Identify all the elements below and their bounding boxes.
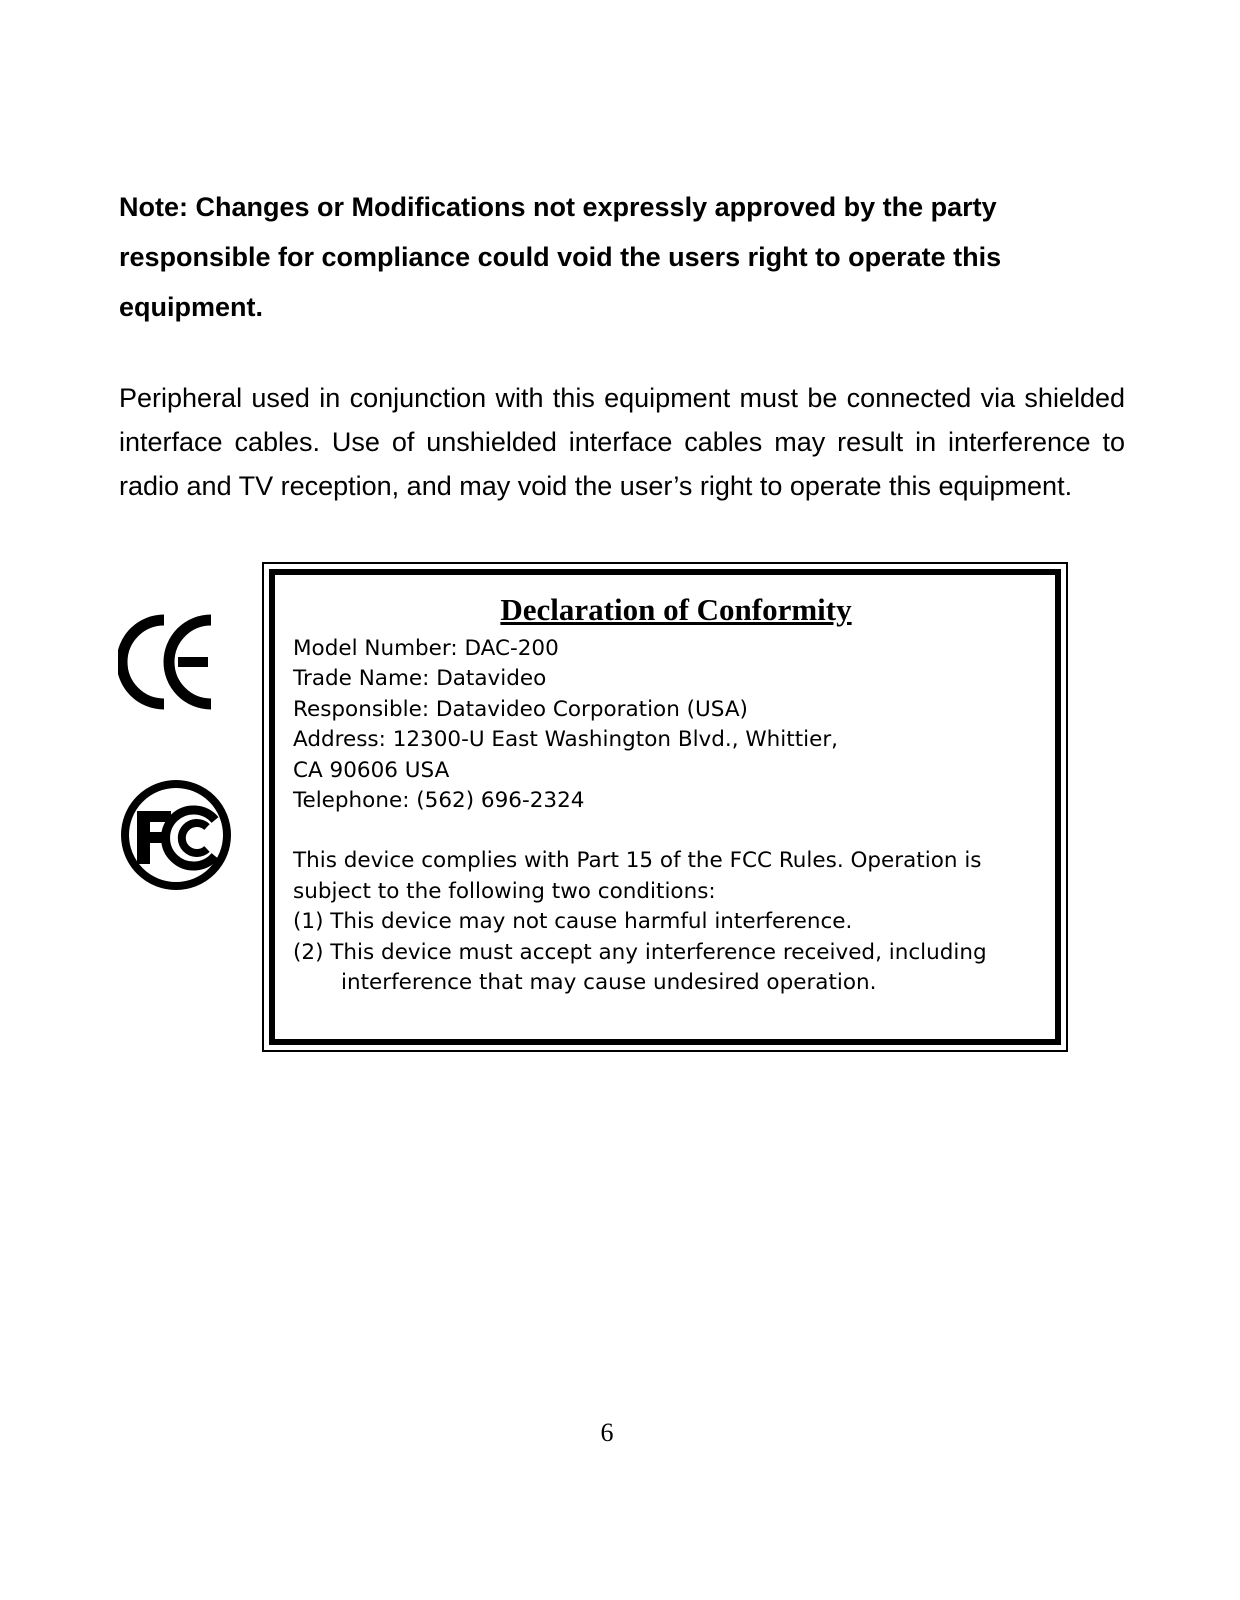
trade-name: Trade Name: Datavideo <box>293 666 547 692</box>
fcc-logo <box>119 778 233 892</box>
declaration-title: Declaration of Conformity <box>500 592 852 627</box>
compliance-line-1: This device complies with Part 15 of the FCC Rules. Operation is <box>293 848 982 874</box>
spacer <box>293 816 1053 846</box>
page-number: 6 <box>600 1418 614 1447</box>
condition-1: (1) This device may not cause harmful interference. <box>293 909 853 935</box>
telephone: Telephone: (562) 696-2324 <box>293 788 585 814</box>
responsible-party: Responsible: Datavideo Corporation (USA) <box>293 696 748 722</box>
address-line-1: Address: 12300-U East Washington Blvd., Whittier, <box>293 727 839 753</box>
ce-mark-logo <box>118 612 218 712</box>
declaration-title-wrap <box>276 590 1076 630</box>
condition-2-line-1: (2) This device must accept any interference received, including <box>293 939 987 965</box>
address-line-2: CA 90606 USA <box>293 757 450 783</box>
condition-2-line-2: interference that may cause undesired operation. <box>341 970 877 996</box>
model-number: Model Number: DAC-200 <box>293 636 559 661</box>
fcc-note: Note: Changes or Modifications not expressly approved by the party responsible for compliance could void the users right to operate this equipment. <box>119 192 1002 322</box>
declaration-body <box>293 634 1053 998</box>
peripheral-paragraph: Peripheral used in conjunction with this equipment must be connected via shielded interface cables. Use of unshielded interface cables may result in interference to radio and TV reception, and may void the user’s right to operate this equipment. <box>119 383 1125 501</box>
compliance-line-2: subject to the following two conditions: <box>293 878 716 904</box>
